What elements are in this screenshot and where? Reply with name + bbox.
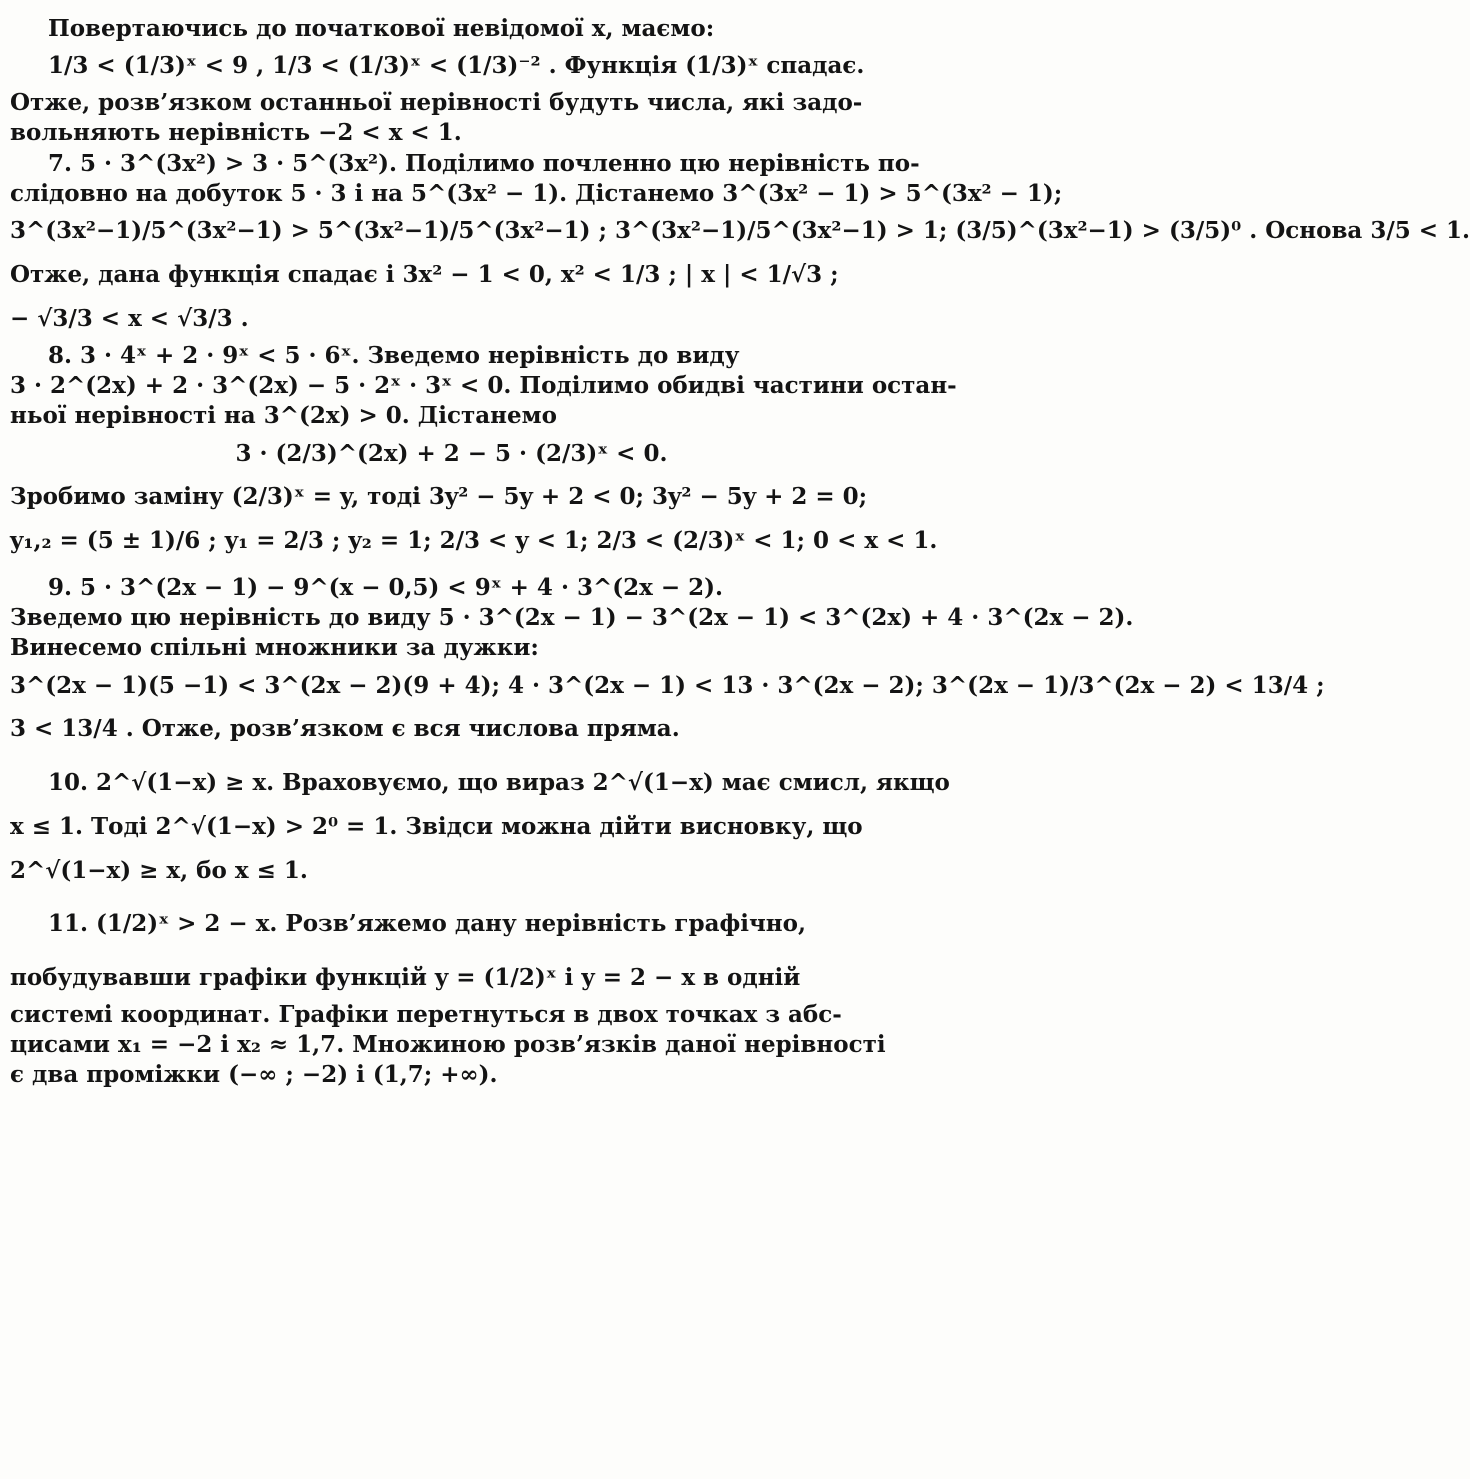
text-line: Зведемо цю нерівність до виду 5 · 3^(2x − 1) − 3^(2x − 1) < 3^(2x) + 4 · 3^(2x − 2).: [10, 604, 1134, 632]
problem-7-heading: 7. 5 · 3^(3x²) > 3 · 5^(3x²). Поділимо почленно цю нерівність по-: [48, 149, 920, 177]
problem-8-heading: 8. 3 · 4ˣ + 2 · 9ˣ < 5 · 6ˣ. Зведемо нерівність до виду: [48, 341, 740, 369]
text-line: слідовно на добуток 5 · 3 і на 5^(3x² − 1). Дістанемо 3^(3x² − 1) > 5^(3x² − 1);: [10, 180, 1063, 208]
text-line: Повертаючись до початкової невідомої x, маємо:: [48, 15, 715, 42]
text-line: побудувавши графіки функцій y = (1/2)ˣ і y = 2 − x в одній: [10, 963, 801, 991]
text-line: системі координат. Графіки перетнуться в двох точках з абс-: [10, 1000, 842, 1028]
text-line: Отже, дана функція спадає і 3x² − 1 < 0, x² < 1/3 ; | x | < 1/√3 ;: [10, 261, 839, 289]
math-line: − √3/3 < x < √3/3 .: [10, 304, 249, 332]
text-line: Зробимо заміну (2/3)ˣ = y, тоді 3y² − 5y + 2 < 0; 3y² − 5y + 2 = 0;: [10, 483, 868, 511]
math-line: 1/3 < (1/3)ˣ < 9 , 1/3 < (1/3)ˣ < (1/3)⁻² . Функція (1/3)ˣ спадає.: [48, 52, 865, 80]
problem-10-heading: 10. 2^√(1−x) ≥ x. Враховуємо, що вираз 2^√(1−x) має смисл, якщо: [48, 769, 950, 797]
math-line: 3 < 13/4 . Отже, розв’язком є вся числова пряма.: [10, 715, 680, 743]
math-line: y₁,₂ = (5 ± 1)/6 ; y₁ = 2/3 ; y₂ = 1; 2/3 < y < 1; 2/3 < (2/3)ˣ < 1; 0 < x < 1.: [10, 527, 938, 554]
text-line: 2^√(1−x) ≥ x, бо x ≤ 1.: [10, 856, 308, 884]
problem-9-heading: 9. 5 · 3^(2x − 1) − 9^(x − 0,5) < 9ˣ + 4 · 3^(2x − 2).: [48, 573, 724, 601]
text-line: цисами x₁ = −2 і x₂ ≈ 1,7. Множиною розв’язків даної нерівності: [10, 1030, 886, 1058]
text-line: вольняють нерівність −2 < x < 1.: [10, 119, 462, 147]
math-line: 3 · (2/3)^(2x) + 2 − 5 · (2/3)ˣ < 0.: [235, 439, 668, 467]
math-line: 3^(2x − 1)(5 −1) < 3^(2x − 2)(9 + 4); 4 · 3^(2x − 1) < 13 · 3^(2x − 2); 3^(2x − 1)/3^(2x − 2) < 13/4 ;: [10, 671, 1325, 699]
text-line: Отже, розв’язком останньої нерівності будуть числа, які задо-: [10, 89, 863, 117]
text-line: 3 · 2^(2x) + 2 · 3^(2x) − 5 · 2ˣ · 3ˣ < 0. Поділимо обидві частини остан-: [10, 371, 957, 399]
text-line: є два проміжки (−∞ ; −2) і (1,7; +∞).: [10, 1061, 498, 1089]
math-line: 3^(3x²−1)/5^(3x²−1) > 5^(3x²−1)/5^(3x²−1) ; 3^(3x²−1)/5^(3x²−1) > 1; (3/5)^(3x²−1) > (3/5)⁰ . Основа 3/5 < 1.: [10, 217, 1470, 245]
text-line: ньої нерівності на 3^(2x) > 0. Дістанемо: [10, 402, 557, 430]
text-line: Винесемо спільні множники за дужки:: [10, 634, 539, 662]
text-line: x ≤ 1. Тоді 2^√(1−x) > 2⁰ = 1. Звідси можна дійти висновку, що: [10, 812, 863, 840]
problem-11-heading: 11. (1/2)ˣ > 2 − x. Розв’яжемо дану нерівність графічно,: [48, 910, 806, 938]
